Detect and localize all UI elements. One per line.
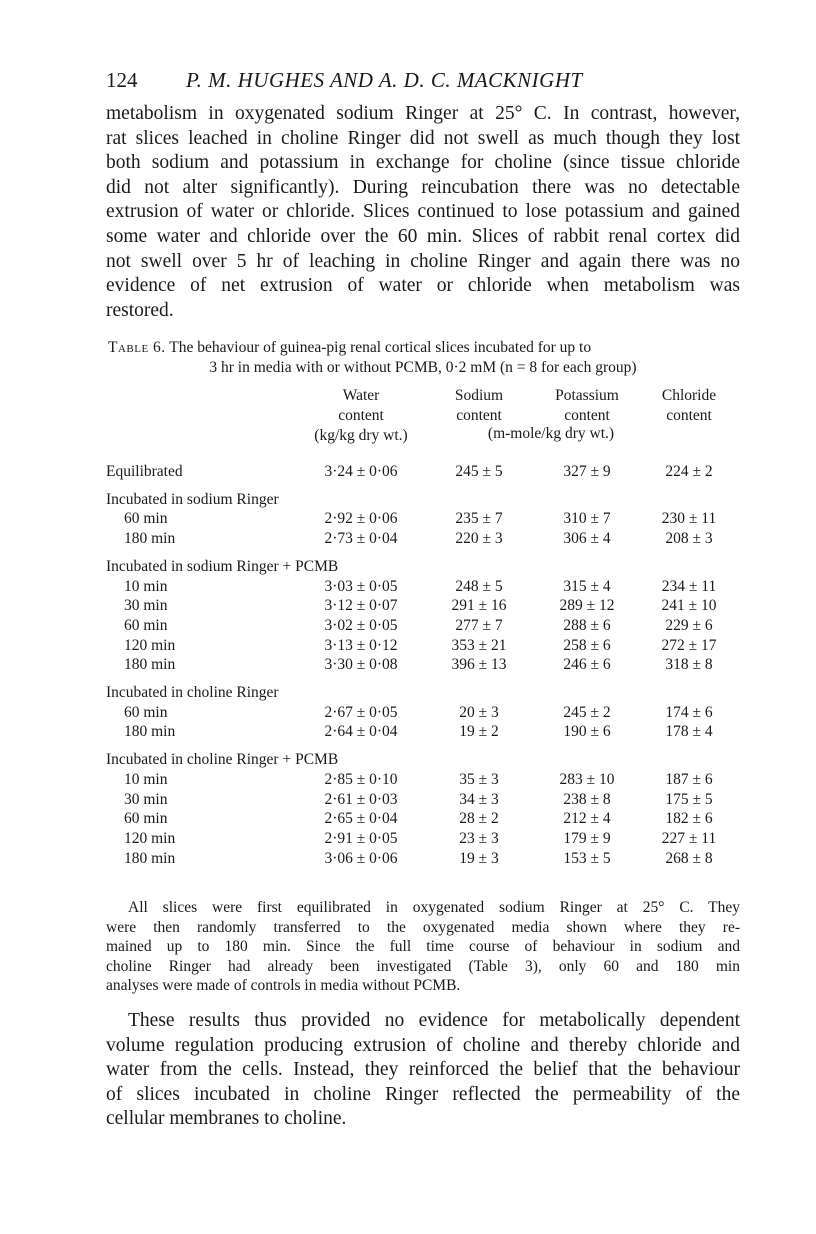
table-row	[106, 577, 738, 597]
time-cell: 180 min	[124, 849, 176, 867]
table-row	[106, 509, 738, 529]
potassium-cell: 190 ± 6	[563, 723, 611, 741]
time-cell: 180 min	[124, 723, 176, 741]
body-paragraph-2	[106, 1009, 740, 1132]
sodium-cell: 277 ± 7	[455, 616, 503, 634]
potassium-cell: 288 ± 6	[563, 616, 611, 634]
sodium-cell: 235 ± 7	[455, 510, 503, 528]
text-line: were then randomly transferred to the oxygenated media shown where they re-	[106, 918, 740, 936]
text-line: restored.	[106, 299, 174, 321]
text-line: metabolism in oxygenated sodium Ringer at 25° C. In contrast, however,	[106, 103, 740, 124]
potassium-cell: 238 ± 8	[563, 790, 611, 808]
chloride-cell: 208 ± 3	[665, 530, 713, 548]
water-cell: 2·85 ± 0·10	[324, 770, 398, 788]
time-cell: 120 min	[124, 829, 176, 847]
potassium-cell: 212 ± 4	[563, 810, 611, 828]
header-text: Potassium	[555, 387, 619, 404]
header-text: Chloride	[661, 387, 717, 404]
text-line: did not alter significantly). During reincubation there was no detectable	[106, 176, 740, 198]
chloride-cell: 182 ± 6	[665, 810, 713, 828]
chloride-cell: 229 ± 6	[665, 616, 713, 634]
text-line: extrusion of water or chloride. Slices continued to lose potassium and gained	[106, 201, 740, 223]
potassium-cell: 310 ± 7	[563, 510, 611, 528]
text-line: rat slices leached in choline Ringer did not swell as much though they lost	[106, 127, 740, 149]
table-row	[106, 809, 738, 829]
water-cell: 3·12 ± 0·07	[324, 597, 398, 615]
potassium-cell: 315 ± 4	[563, 577, 611, 595]
table-row	[106, 616, 738, 636]
water-cell: 3·30 ± 0·08	[324, 656, 398, 674]
header-text: Water	[342, 387, 380, 404]
sodium-cell: 23 ± 3	[459, 829, 499, 847]
water-cell: 3·02 ± 0·05	[324, 616, 398, 634]
water-cell: 2·92 ± 0·06	[324, 510, 398, 528]
text-line: volume regulation producing extrusion of choline and thereby chloride and	[106, 1034, 740, 1056]
text-line: cellular membranes to choline.	[106, 1108, 347, 1130]
chloride-cell: 227 ± 11	[661, 829, 717, 847]
data-table	[106, 386, 738, 868]
text-line: All slices were first equilibrated in oxygenated sodium Ringer at 25° C. They	[128, 899, 740, 916]
potassium-cell: 258 ± 6	[563, 636, 611, 654]
potassium-cell: 153 ± 5	[563, 849, 611, 867]
time-cell: 180 min	[124, 530, 176, 548]
text-line: These results thus provided no evidence for metabolically dependent	[128, 1010, 740, 1031]
time-cell: 10 min	[124, 577, 168, 595]
sodium-cell: 34 ± 3	[459, 790, 499, 808]
table-row	[106, 770, 738, 790]
header-text: content	[564, 407, 610, 424]
table-row-equilibrated	[106, 462, 738, 482]
water-cell: 2·73 ± 0·04	[324, 530, 398, 548]
table-units-row	[106, 446, 738, 462]
potassium-cell: 246 ± 6	[563, 656, 611, 674]
sodium-cell: 248 ± 5	[455, 577, 503, 595]
text-line: evidence of net extrusion of water or chloride when metabolism was	[106, 275, 740, 297]
table-footnote	[106, 898, 740, 996]
table-group-heading	[106, 482, 738, 510]
text-line: water from the cells. Instead, they reinforced the belief that the behaviour	[106, 1059, 740, 1081]
potassium-cell: 283 ± 10	[559, 770, 615, 788]
sodium-cell: 19 ± 2	[459, 723, 499, 741]
header-text: content	[666, 407, 712, 424]
chloride-cell: 178 ± 4	[665, 723, 713, 741]
text-line: analyses were made of controls in media without PCMB.	[106, 977, 461, 995]
chloride-cell: 268 ± 8	[665, 849, 713, 867]
text-line: both sodium and potassium in exchange for choline (since tissue chloride	[106, 152, 740, 174]
caption-text: 3 hr in media with or without PCMB, 0·2 mM (n = 8 for each group)	[209, 359, 637, 376]
time-cell: 120 min	[124, 636, 176, 654]
time-cell: 60 min	[124, 616, 168, 634]
water-header	[298, 386, 424, 446]
time-cell: 60 min	[124, 510, 168, 528]
table-row	[106, 596, 738, 616]
group-title: Incubated in choline Ringer + PCMB	[106, 751, 339, 769]
chloride-cell: 187 ± 6	[665, 770, 713, 788]
water-cell: 2·64 ± 0·04	[324, 723, 398, 741]
sodium-cell: 396 ± 13	[451, 656, 507, 674]
group-title: Incubated in choline Ringer	[106, 684, 279, 702]
water-cell: 3·24 ± 0·06	[324, 463, 398, 480]
potassium-cell: 327 ± 9	[563, 463, 611, 480]
chloride-cell: 241 ± 10	[661, 597, 717, 615]
water-cell: 3·03 ± 0·05	[324, 577, 398, 595]
text-line: mained up to 180 min. Since the full time course of behaviour in sodium and	[106, 938, 740, 956]
time-cell: 60 min	[124, 703, 168, 721]
running-head: P. M. HUGHES AND A. D. C. MACKNIGHT	[186, 68, 583, 92]
sodium-cell: 291 ± 16	[451, 597, 507, 615]
time-cell: 180 min	[124, 656, 176, 674]
group-title: Incubated in sodium Ringer + PCMB	[106, 557, 339, 575]
sodium-cell: 19 ± 3	[459, 849, 499, 867]
chloride-cell: 174 ± 6	[665, 703, 713, 721]
page-number: 124	[106, 68, 138, 92]
potassium-cell: 245 ± 2	[563, 703, 611, 721]
table-row	[106, 829, 738, 849]
text-line: of slices incubated in choline Ringer reflected the permeability of the	[106, 1083, 740, 1105]
text-line: some water and chloride over the 60 min. Slices of rabbit renal cortex did	[106, 225, 740, 247]
water-cell: 2·67 ± 0·05	[324, 703, 398, 721]
sodium-cell: 35 ± 3	[459, 770, 499, 788]
header-text: Sodium	[454, 387, 504, 404]
table-row	[106, 655, 738, 675]
potassium-cell: 289 ± 12	[559, 597, 615, 615]
group-title: Incubated in sodium Ringer	[106, 490, 279, 508]
sodium-cell: 245 ± 5	[455, 463, 503, 480]
table-row	[106, 636, 738, 656]
chloride-cell: 230 ± 11	[661, 510, 717, 528]
chloride-cell: 318 ± 8	[665, 656, 713, 674]
time-cell: 10 min	[124, 770, 168, 788]
text-line: choline Ringer had already been investigated (Table 3), only 60 and 180 min	[106, 957, 740, 975]
page-header	[106, 68, 746, 98]
table-row	[106, 790, 738, 810]
ion-units: (m-mole/kg dry wt.)	[487, 425, 615, 442]
table-label: Table 6.	[108, 339, 166, 356]
chloride-cell: 234 ± 11	[661, 577, 717, 595]
water-cell: 3·13 ± 0·12	[324, 636, 398, 654]
chloride-cell: 175 ± 5	[665, 790, 713, 808]
potassium-cell: 179 ± 9	[563, 829, 611, 847]
text-line: not swell over 5 hr of leaching in choline Ringer and again there was no	[106, 250, 740, 272]
sodium-cell: 353 ± 21	[451, 636, 507, 654]
sodium-cell: 28 ± 2	[459, 810, 499, 828]
table-row	[106, 722, 738, 742]
table-row	[106, 703, 738, 723]
row-label: Equilibrated	[106, 463, 183, 480]
potassium-cell: 306 ± 4	[563, 530, 611, 548]
chloride-cell: 224 ± 2	[665, 463, 713, 480]
water-cell: 3·06 ± 0·06	[324, 849, 398, 867]
time-cell: 30 min	[124, 790, 168, 808]
water-cell: 2·91 ± 0·05	[324, 829, 398, 847]
table-group-heading	[106, 549, 738, 577]
table-group-heading	[106, 742, 738, 770]
caption-text: The behaviour of guinea-pig renal cortical slices incubated for up to	[169, 339, 592, 356]
water-cell: 2·65 ± 0·04	[324, 810, 398, 828]
header-text: content	[338, 407, 384, 424]
time-cell: 60 min	[124, 810, 168, 828]
header-text: content	[456, 407, 502, 424]
header-text: (kg/kg dry wt.)	[314, 427, 408, 444]
sodium-cell: 20 ± 3	[459, 703, 499, 721]
sodium-cell: 220 ± 3	[455, 530, 503, 548]
table-row	[106, 529, 738, 549]
table-group-heading	[106, 675, 738, 703]
body-paragraph-1	[106, 102, 740, 323]
chloride-cell: 272 ± 17	[661, 636, 717, 654]
table-caption	[108, 338, 738, 378]
water-cell: 2·61 ± 0·03	[324, 790, 398, 808]
table-row	[106, 849, 738, 869]
time-cell: 30 min	[124, 597, 168, 615]
